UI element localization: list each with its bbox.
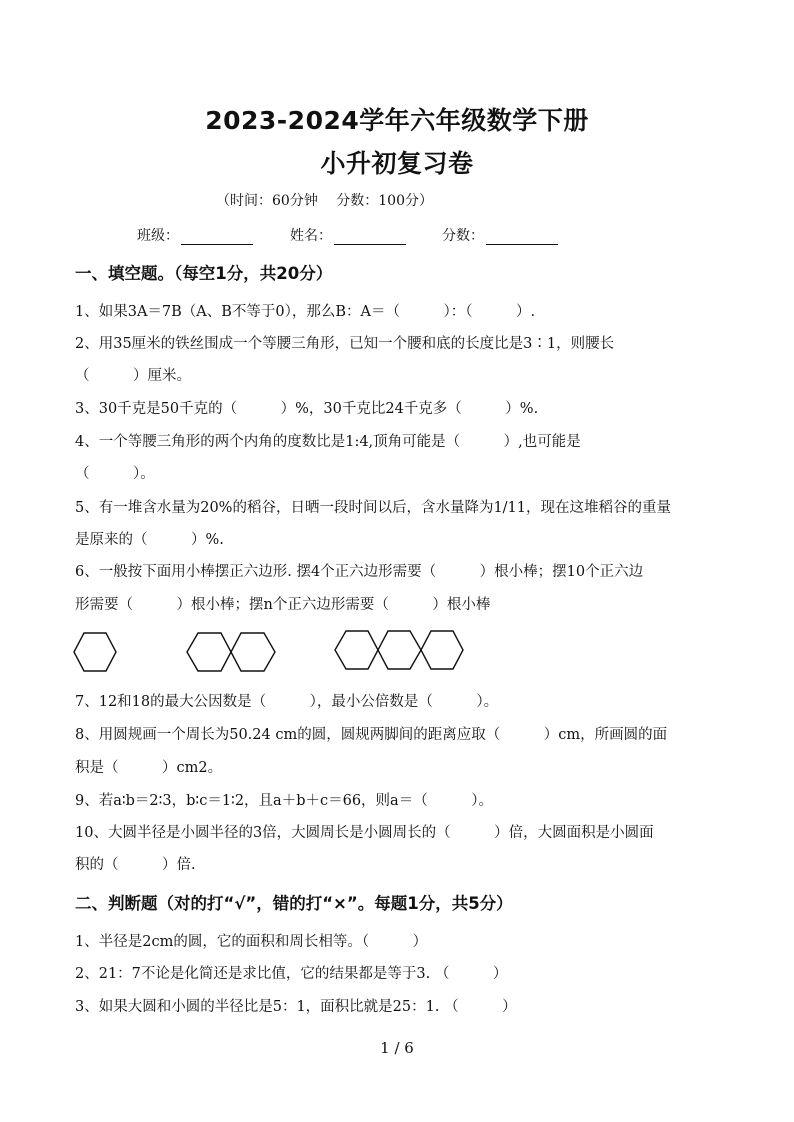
question-1-2-line2: （ ）厘米。 bbox=[75, 368, 191, 384]
question-1-7: 7、12和18的最大公因数是（ ），最小公倍数是（ ）。 bbox=[75, 694, 499, 710]
score-label: 分数： bbox=[442, 228, 484, 244]
score-blank[interactable] bbox=[486, 230, 558, 245]
question-1-1: 1、如果3A＝7B（A、B不等于0），那么B：A＝（ ）：（ ）. bbox=[75, 304, 536, 320]
question-2-2: 2、21：7不论是化简还是求比值，它的结果都是等于3. （ ） bbox=[75, 966, 508, 982]
section2-heading: 二、判断题（对的打“√”，错的打“×”。每题1分，共5分） bbox=[75, 894, 513, 913]
hexagon bbox=[421, 631, 463, 669]
question-1-4-line1: 4、一个等腰三角形的两个内角的度数比是1:4,顶角可能是（ ）,也可能是 bbox=[75, 434, 581, 450]
question-1-6-line1: 6、一般按下面用小棒摆正六边形. 摆4个正六边形需要（ ）根小棒；摆10个正六边 bbox=[75, 564, 644, 580]
page-number: 1 / 6 bbox=[380, 1039, 414, 1057]
question-1-8-line2: 积是（ ）cm2。 bbox=[75, 760, 223, 776]
question-1-2-line1: 2、用35厘米的铁丝围成一个等腰三角形，已知一个腰和底的长度比是3∶1，则腰长 bbox=[75, 336, 615, 352]
hexagon bbox=[335, 631, 378, 669]
class-blank[interactable] bbox=[181, 230, 253, 245]
question-1-10-line2: 积的（ ）倍. bbox=[75, 857, 196, 873]
page-title: 2023-2024学年六年级数学下册 bbox=[205, 106, 589, 135]
hexagon-figure-2 bbox=[183, 628, 279, 676]
hexagon bbox=[74, 633, 116, 671]
question-1-6-line2: 形需要（ ）根小棒；摆n个正六边形需要（ ）根小棒 bbox=[75, 597, 491, 613]
question-2-3: 3、如果大圆和小圆的半径比是5：1，面积比就是25：1. （ ） bbox=[75, 999, 517, 1015]
exam-info: （时间：60分钟 分数：100分） bbox=[216, 193, 433, 209]
question-2-1: 1、半径是2cm的圆，它的面积和周长相等。（ ） bbox=[75, 934, 428, 950]
score-field[interactable] bbox=[442, 225, 558, 245]
hexagon-figure-3 bbox=[331, 626, 467, 674]
name-blank[interactable] bbox=[334, 230, 406, 245]
question-1-10-line1: 10、大圆半径是小圆半径的3倍，大圆周长是小圆周长的（ ）倍，大圆面积是小圆面 bbox=[75, 825, 654, 841]
question-1-5-line1: 5、有一堆含水量为20%的稻谷，日晒一段时间以后，含水量降为1/11，现在这堆稻谷的重量 bbox=[75, 500, 672, 516]
hexagon-figure-1 bbox=[70, 628, 122, 676]
name-field[interactable] bbox=[290, 225, 406, 245]
question-1-4-line2: （ ）。 bbox=[75, 466, 155, 482]
page-subtitle: 小升初复习卷 bbox=[320, 149, 474, 178]
question-1-8-line1: 8、用圆规画一个周长为50.24 cm的圆，圆规两脚间的距离应取（ ）cm，所画圆的面 bbox=[75, 727, 668, 743]
hexagon bbox=[378, 631, 421, 669]
class-label: 班级： bbox=[137, 228, 179, 244]
question-1-3: 3、30千克是50千克的（ ）%，30千克比24千克多（ ）%. bbox=[75, 401, 539, 417]
name-label: 姓名： bbox=[290, 228, 332, 244]
question-1-5-line2: 是原来的（ ）%. bbox=[75, 532, 224, 548]
class-field[interactable] bbox=[137, 225, 253, 245]
hexagon bbox=[187, 633, 231, 671]
question-1-9: 9、若a∶b＝2∶3，b∶c＝1∶2，且a＋b＋c＝66，则a＝（ ）。 bbox=[75, 793, 493, 809]
section1-heading: 一、填空题。（每空1分，共20分） bbox=[75, 264, 333, 283]
hexagon bbox=[231, 633, 275, 671]
